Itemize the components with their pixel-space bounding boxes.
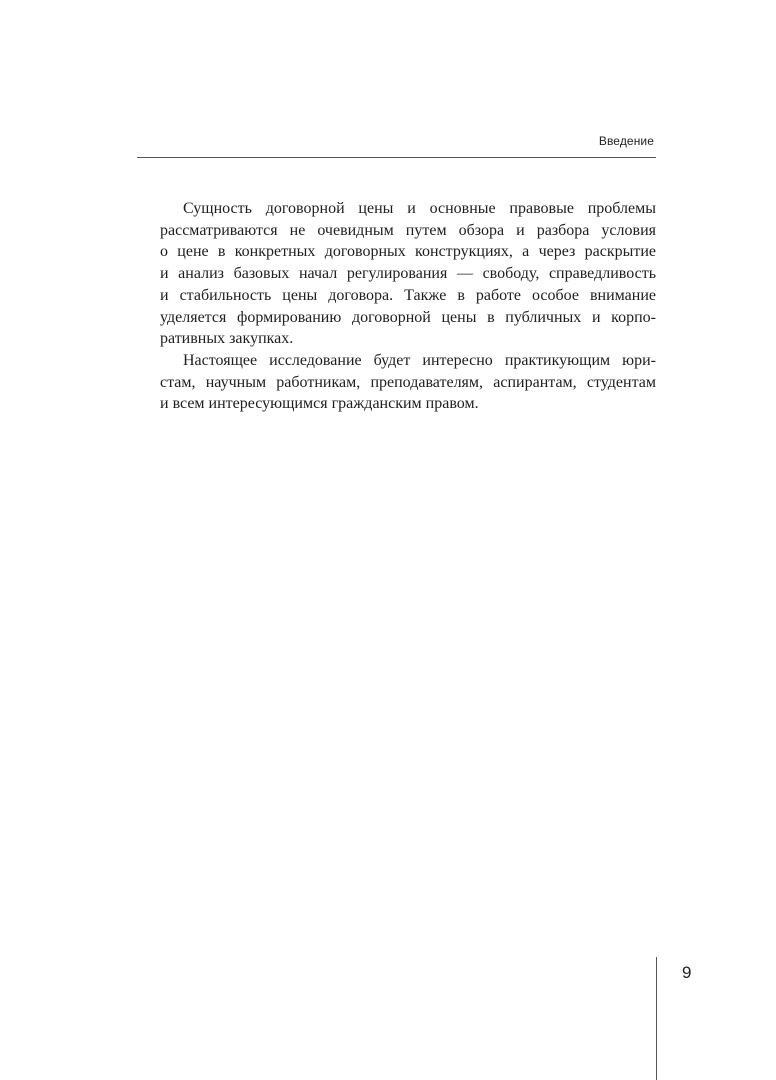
paragraph-line: рассматриваются не очевидным путем обзора и разбора условия — [160, 221, 656, 239]
page-number-rule — [656, 957, 657, 1080]
paragraph-line: и всем интересующимся гражданским правом. — [160, 395, 479, 413]
paragraph-line: о цене в конкретных договорных конструкциях, а через раскрытие — [160, 243, 656, 261]
paragraph-line: стам, научным работникам, преподавателям, аспирантам, студентам — [160, 373, 656, 391]
paragraph-line: и анализ базовых начал регулирования — свободу, справедливость — [160, 265, 656, 283]
paragraph-line: ративных закупках. — [160, 330, 294, 348]
running-head-title: Введение — [598, 134, 654, 148]
paragraph-line: уделяется формированию договорной цены в публичных и корпо- — [160, 308, 656, 326]
paragraph-line: Настоящее исследование будет интересно практикующим юри- — [183, 351, 656, 369]
page-number: 9 — [682, 963, 692, 982]
paragraph-2 — [137, 350, 656, 415]
paragraph-line: Сущность договорной цены и основные правовые проблемы — [183, 200, 656, 217]
paragraph-1 — [137, 198, 656, 350]
body-text — [137, 198, 656, 415]
header-rule — [137, 157, 656, 158]
paragraph-line: и стабильность цены договора. Также в работе особое внимание — [160, 286, 656, 304]
